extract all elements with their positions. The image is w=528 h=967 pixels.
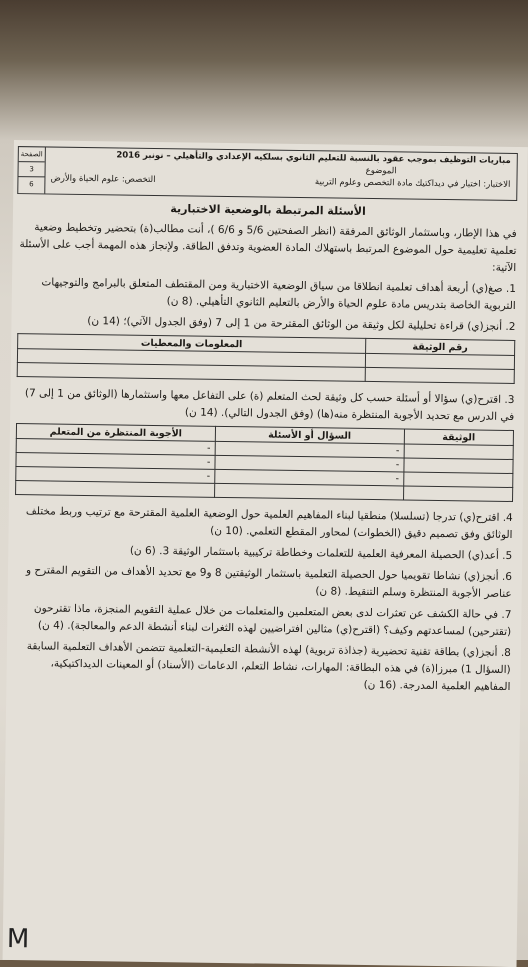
- table-row: - -: [16, 439, 513, 460]
- question-8: 8. أنجز(ي) بطاقة تقنية تحضيرية (جذاذة تربوية) لهذه الأنشطة التعليمية-التعلمية تتضمن الأهداف التعلمية السابقة (السؤال 1) مبرزا(ة) في هذه البطاقة: المهارات، نشاط التعلم، الدعامات (الأسناد) أو المعينات الديداكتيكية، المفاهيم العلمية المدرجة. (16 ن): [26, 640, 511, 693]
- table2-header-question: السؤال أو الأسئلة: [215, 426, 404, 444]
- question-2: 2. أنجز(ي) قراءة تحليلية لكل وثيقة من الوثائق المقترحة من 1 إلى 7 (وفق الجدول الآتي)؛ (14 ن): [87, 315, 516, 334]
- page-number-box: [18, 147, 46, 193]
- page-number: 3: [18, 162, 44, 177]
- question-4: 4. اقترح(ي) تدرجا (تسلسلا) منطقيا لبناء المفاهيم العلمية حول الوضعية العلمية المقترحة مع ترتيب وربط مختلف الوثائق وفق تصميم دقيق (الخطوات) لمحاور المقطع التعلمي. (10 ن): [25, 505, 513, 541]
- table1-header-info: المعلومات والمعطيات: [18, 334, 366, 354]
- question-3: 3. اقترح(ي) سؤالا أو أسئلة حسب كل وثيقة لحث المتعلم (ة) على التفاعل معها واستثمارها (الوثائق من 1 إلى 7) في الدرس مع تحديد الأجوبة المنتظرة منه(ها) (وفق الجدول التالي). (14 ن): [24, 387, 515, 424]
- table1-header-doc: رقم الوثيقة: [365, 338, 514, 355]
- header-line-1: مباريات التوظيف بموجب عقود بالنسبة للتعليم الثانوي بسلكيه الإعدادي والتأهيلي – نونبر 2016: [116, 150, 511, 166]
- table-document-analysis: [17, 333, 516, 384]
- exam-header: [17, 146, 518, 201]
- exam-sheet: [3, 140, 528, 967]
- table-row: - -: [16, 467, 513, 488]
- question-5: 5. أعد(ي) الحصيلة المعرفية العلمية للتعلمات وخطاطة تركيبية باستثمار الوثيقة 3. (6 ن): [129, 544, 513, 562]
- handwritten-mark: M: [6, 923, 30, 955]
- table2-header-doc: الوثيقة: [404, 429, 514, 446]
- section-title: الأسئلة المرتبطة بالوضعية الاختبارية: [170, 202, 366, 218]
- page-total: 6: [29, 180, 34, 189]
- table-questions-answers: [15, 423, 514, 502]
- question-7: 7. في حالة الكشف عن تعثرات لدى بعض المتعلمين والمتعلمات من خلال عملية التقويم المنجزة، ماذا تقترحون (تقترحين) لمساعدتهم وكيف؟ (اقترح(ي) مثالين افتراضيين لهذه الثغرات لبناء أنشطة الدعم والمعالجة). (4 ن): [33, 602, 512, 638]
- table-row: - -: [16, 453, 513, 474]
- table2-header-answers: الأجوبة المنتظرة من المتعلم: [16, 424, 215, 442]
- header-line-4: التخصص: علوم الحياة والأرض: [50, 173, 156, 185]
- header-line-2: الموضوع: [365, 165, 397, 177]
- question-6: 6. أنجز(ي) نشاطا تقويميا حول الحصيلة التعلمية باستثمار الوثيقتين 8 و9 مع تحديد الأهداف من التقويم المقترح و عناصر الأجوبة المنتظرة وسلم التنقيط. (8 ن): [25, 564, 513, 600]
- page-label: الصفحة: [19, 147, 45, 162]
- intro-paragraph: في هذا الإطار، وباستثمار الوثائق المرفقة (انظر الصفحتين 5/6 و 6/6 )، أنت مطالب(ة) بتحضير وتخطيط وضعية تعلمية تعليمية حول الموضوع المرتبط باستهلاك المادة العضوية وتدفق الطاقة. ولإنجاز هذه المهمة أجب على الأسئلة الآتية:: [19, 221, 517, 275]
- header-line-3: الاختبار: اختبار في ديداكتيك مادة التخصص وعلوم التربية: [314, 177, 511, 190]
- exam-content: [12, 200, 517, 700]
- question-1: 1. صغ(ي) أربعة أهداف تعلمية انطلاقا من سياق الوضعية الاختبارية ومن المقتطف المتعلق بالبرامج والتوجيهات التربوية الخاصة بتدريس مادة علوم الحياة والأرض بالتعليم الثانوي التأهيلي. (8 ن): [41, 276, 517, 313]
